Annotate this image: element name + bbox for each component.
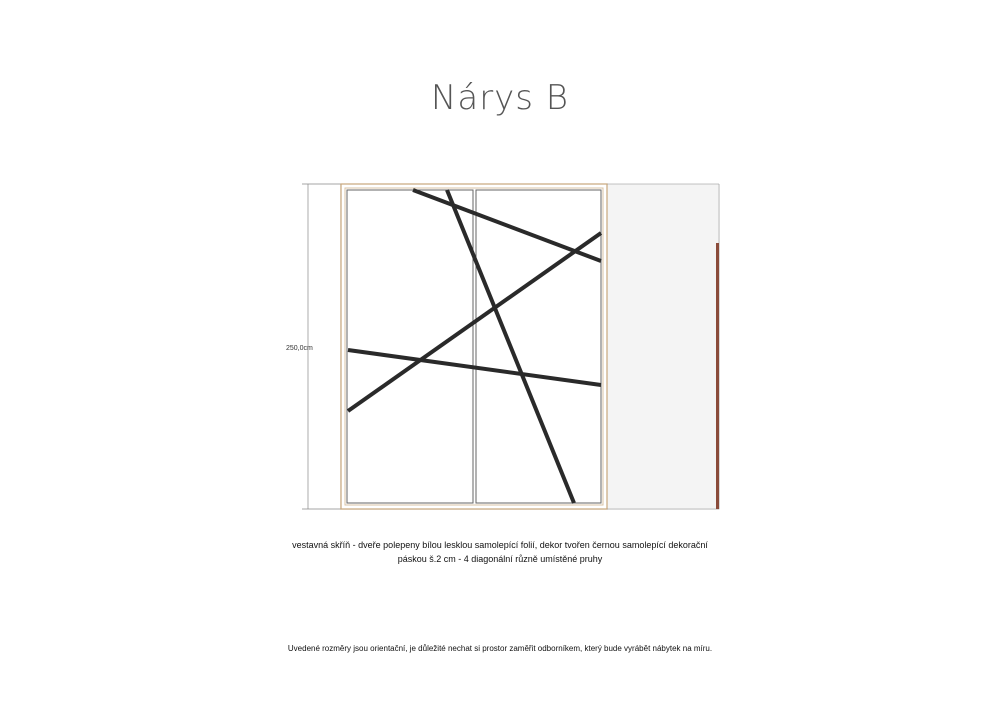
description-line-1: vestavná skříň - dveře polepeny bílou lesklou samolepící folií, dekor tvořen černou samolepící dekorační	[292, 540, 708, 550]
height-dimension-label: 250,0cm	[286, 345, 313, 352]
side-edge-strip	[716, 243, 719, 509]
door-left	[347, 190, 473, 503]
disclaimer-note: Uvedené rozměry jsou orientační, je důležité nechat si prostor zaměřit odborníkem, který bude vyrábět nábytek na míru.	[287, 644, 713, 653]
description-line-2: páskou š.2 cm - 4 diagonální různě umístěné pruhy	[397, 554, 603, 564]
page-title: Nárys B	[430, 78, 570, 118]
description	[240, 538, 760, 566]
